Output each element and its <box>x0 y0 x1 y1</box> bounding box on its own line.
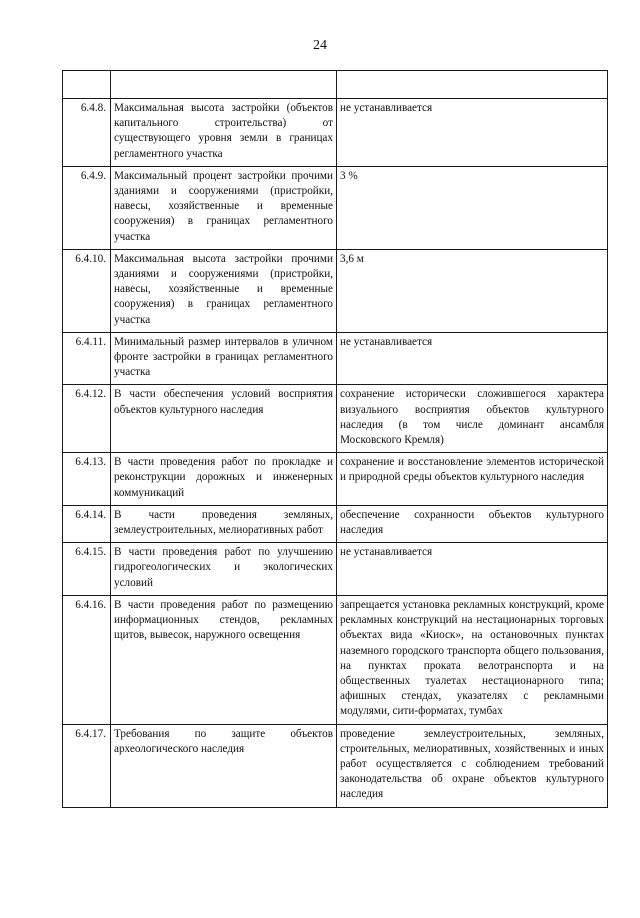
table-row <box>63 332 608 385</box>
row-number: 6.4.16. <box>63 595 111 724</box>
table-header-row <box>63 71 608 99</box>
row-value: не устанавливается <box>337 332 608 385</box>
row-number: 6.4.17. <box>63 724 111 807</box>
row-parameter: В части обеспечения условий восприятия объектов культурного наследия <box>111 385 337 453</box>
row-value: 3 % <box>337 166 608 249</box>
row-value: проведение землеустроительных, земляных, строительных, мелиоративных, хозяйственных и иных работ осуществляется с соблюдением требований законодательства об охране объектов культурного наследия <box>337 724 608 807</box>
row-number: 6.4.9. <box>63 166 111 249</box>
row-parameter: Максимальная высота застройки прочими зданиями и сооружениями (пристройки, навесы, хозяйственные и временные сооружения) в границах регламентного участка <box>111 249 337 332</box>
row-number: 6.4.15. <box>63 543 111 596</box>
row-number: 6.4.8. <box>63 99 111 167</box>
row-parameter: В части проведения работ по прокладке и реконструкции дорожных и инженерных коммуникаций <box>111 453 337 506</box>
row-number: 6.4.14. <box>63 505 111 542</box>
row-number: 6.4.11. <box>63 332 111 385</box>
row-value: запрещается установка рекламных конструкций, кроме рекламных конструкций на нестационарных торговых объектах вида «Киоск», на остановочных пунктах наземного городского транспорта общего пользования, на пунктах проката велотранспорта и на общественных туалетах нестационарного типа; афишных стендах, указателях с рекламными модулями, сити-форматах, тумбах <box>337 595 608 724</box>
row-value: сохранение и восстановление элементов исторической и природной среды объектов культурного наследия <box>337 453 608 506</box>
row-parameter: Максимальная высота застройки (объектов капитального строительства) от существующего уровня земли в границах регламентного участка <box>111 99 337 167</box>
row-parameter: В части проведения работ по улучшению гидрогеологических и экологических условий <box>111 543 337 596</box>
table-row <box>63 249 608 332</box>
row-number: 6.4.10. <box>63 249 111 332</box>
row-number: 6.4.12. <box>63 385 111 453</box>
table-row <box>63 166 608 249</box>
row-number: 6.4.13. <box>63 453 111 506</box>
regulations-table <box>62 70 608 808</box>
header-cell-parameter <box>111 71 337 99</box>
table-row <box>63 453 608 506</box>
table-row <box>63 99 608 167</box>
header-cell-number <box>63 71 111 99</box>
row-value: 3,6 м <box>337 249 608 332</box>
row-value: сохранение исторически сложившегося характера визуального восприятия объектов культурного наследия (в том числе доминант ансамбля Московского Кремля) <box>337 385 608 453</box>
table-row <box>63 724 608 807</box>
row-value: не устанавливается <box>337 543 608 596</box>
row-parameter: В части проведения земляных, землеустроительных, мелиоративных работ <box>111 505 337 542</box>
row-parameter: В части проведения работ по размещению информационных стендов, рекламных щитов, вывесок, наружного освещения <box>111 595 337 724</box>
row-parameter: Требования по защите объектов археологического наследия <box>111 724 337 807</box>
table-row <box>63 543 608 596</box>
table-row <box>63 595 608 724</box>
page-number: 24 <box>313 38 327 53</box>
table-row <box>63 385 608 453</box>
row-value: не устанавливается <box>337 99 608 167</box>
regulations-table-body <box>63 71 608 808</box>
header-cell-value <box>337 71 608 99</box>
table-row <box>63 505 608 542</box>
row-value: обеспечение сохранности объектов культурного наследия <box>337 505 608 542</box>
row-parameter: Максимальный процент застройки прочими зданиями и сооружениями (пристройки, навесы, хозяйственные и временные сооружения) в границах регламентного участка <box>111 166 337 249</box>
row-parameter: Минимальный размер интервалов в уличном фронте застройки в границах регламентного участка <box>111 332 337 385</box>
